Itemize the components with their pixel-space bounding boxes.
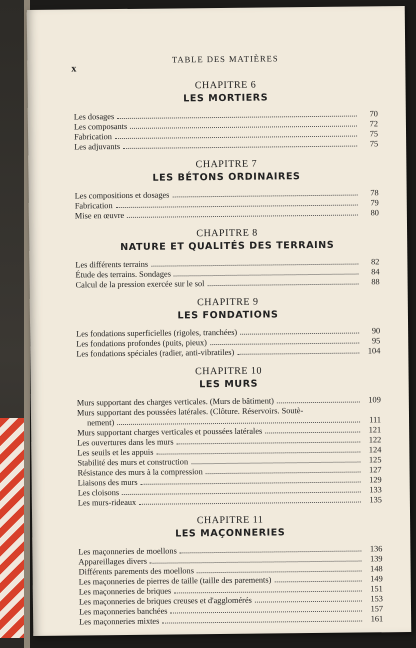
toc-entry-text: Différents parements des moellons — [78, 566, 194, 577]
toc-entry-page: 136 — [369, 544, 383, 554]
dot-leader — [117, 422, 360, 426]
chapter-entries — [75, 257, 379, 290]
toc-entry-page: 111 — [369, 415, 382, 425]
toc-entry-text: Les dosages — [73, 112, 115, 122]
toc-entry-page: 75 — [369, 139, 379, 149]
dot-leader — [156, 452, 360, 455]
chapter-entries — [78, 544, 383, 627]
toc-entry-page: 122 — [368, 435, 382, 445]
toc-entry-text: Calcul de la pression exercée sur le sol — [75, 279, 205, 290]
toc-entry-page: 161 — [370, 614, 384, 624]
toc-entry-page: 135 — [369, 495, 382, 505]
toc-entry-page: 88 — [371, 277, 380, 287]
toc-entry-page: 157 — [370, 604, 384, 614]
toc-entry-text: Fabrication — [74, 132, 112, 142]
dot-leader — [122, 492, 361, 496]
toc-entry-text: Les maçonneries de briques — [78, 586, 172, 597]
toc-entry — [76, 346, 380, 359]
toc-entry-page: 82 — [371, 257, 380, 267]
chapter-section — [75, 226, 380, 290]
chapter-entries — [76, 326, 380, 359]
dot-leader — [116, 205, 358, 209]
toc-entry-text: Étude des terrains. Sondages — [75, 269, 171, 280]
toc-entry — [78, 495, 382, 508]
dot-leader — [115, 136, 357, 140]
dot-leader — [206, 472, 361, 475]
chapter-title: LES BÉTONS ORDINAIRES — [152, 171, 301, 184]
chapter-title: LES MORTIERS — [183, 92, 269, 105]
book-cover-edge — [0, 0, 30, 648]
toc-entry-page: 133 — [369, 485, 382, 495]
toc-entry-text: Les maçonneries de pierres de taille (taille des parements) — [78, 575, 272, 587]
dot-leader — [180, 551, 362, 554]
toc-entry-page: 72 — [369, 119, 378, 129]
toc-entry-page: 70 — [369, 109, 378, 119]
toc-entry-text: Les maçonneries banchées — [78, 606, 168, 617]
dot-leader — [130, 126, 357, 129]
toc-entry-text: Mise en œuvre — [74, 210, 125, 221]
dot-leader — [151, 264, 358, 267]
toc-entry-text: Les fondations superficielles (rigoles, tranchées) — [76, 327, 238, 339]
toc-entry — [74, 139, 378, 152]
toc-entry-text: Les cloisons — [77, 488, 120, 498]
toc-entry — [75, 208, 379, 221]
chapter-title: NATURE ET QUALITÉS DES TERRAINS — [120, 239, 335, 254]
chapter-entries — [74, 109, 378, 152]
dot-leader — [240, 333, 359, 335]
toc-entry-text: Les maçonneries mixtes — [79, 616, 160, 627]
toc-entry-page: 139 — [369, 554, 383, 564]
dot-leader — [117, 116, 357, 120]
toc-entry-page: 121 — [368, 425, 382, 435]
chapter-number: CHAPITRE 11 — [196, 514, 264, 527]
toc-entry-text: Murs supportant charges verticales et poussées latérales — [77, 426, 263, 438]
toc-entry-text: Murs supportant des poussées latérales. (Clôture. Réservoirs. Soutè- — [76, 406, 304, 418]
toc-entry-text: Les murs-rideaux — [77, 497, 137, 508]
dot-leader — [174, 591, 362, 594]
toc-entry-text: Les différents terrains — [75, 259, 149, 270]
toc-entry-text: Les seuils et les appuis — [77, 447, 154, 458]
dot-leader — [210, 343, 359, 346]
dot-leader — [174, 274, 359, 277]
toc-entry-page: 75 — [369, 129, 379, 139]
toc-entry-page: 129 — [369, 475, 382, 485]
toc-entry-page: 90 — [371, 326, 381, 336]
toc-entry-page: 151 — [370, 584, 383, 594]
dot-leader — [265, 432, 360, 434]
chapter-section — [78, 513, 383, 627]
toc-entry-text: Murs supportant des charges verticales. (Murs de bâtiment) — [76, 396, 274, 408]
toc-entry-page: 78 — [370, 188, 379, 198]
dot-leader — [191, 462, 360, 465]
toc-entry-text: Les fondations profondes (puits, pieux) — [76, 338, 207, 349]
toc-entry-page: 79 — [370, 198, 379, 208]
chapter-title: LES FONDATIONS — [177, 309, 279, 322]
dot-leader — [177, 442, 361, 445]
dot-leader — [139, 502, 361, 505]
toc-entry-text: Résistance des murs à la compression — [77, 467, 203, 478]
dot-leader — [197, 571, 362, 574]
dot-leader — [172, 195, 357, 198]
toc-entry-page: 149 — [370, 574, 383, 584]
toc-entry-text: Les composants — [73, 121, 128, 132]
toc-entry-page: 84 — [371, 267, 380, 277]
running-title: TABLE DES MATIÈRES — [171, 53, 279, 65]
toc-entry — [79, 614, 383, 627]
chapter-number: CHAPITRE 9 — [197, 296, 259, 309]
chapter-title: LES MAÇONNERIES — [175, 527, 286, 540]
dot-leader — [237, 353, 359, 355]
toc-entry-text: Liaisons des murs — [77, 477, 138, 488]
chapter-section — [74, 157, 379, 221]
chapter-section — [76, 295, 381, 359]
toc-entry-page: 109 — [368, 395, 381, 405]
table-of-contents — [73, 70, 383, 627]
chapter-section — [73, 78, 378, 152]
toc-entry-page: 80 — [370, 208, 379, 218]
chapter-entries — [75, 188, 379, 221]
dot-leader — [162, 621, 362, 624]
chapter-number: CHAPITRE 6 — [194, 79, 257, 92]
toc-entry-page: 153 — [370, 594, 383, 604]
dot-leader — [277, 402, 360, 404]
dot-leader — [127, 215, 358, 218]
toc-entry — [76, 277, 380, 290]
book-page — [27, 6, 412, 636]
dot-leader — [150, 561, 362, 564]
toc-entry-page: 148 — [370, 564, 383, 574]
chapter-number: CHAPITRE 7 — [195, 158, 258, 171]
toc-entry-page: 95 — [371, 336, 381, 346]
dot-leader — [207, 284, 358, 287]
toc-entry-page: 127 — [369, 465, 382, 475]
toc-entry-text: Stabilité des murs et construction — [77, 457, 189, 468]
chapter-title: LES MURS — [199, 378, 259, 391]
toc-entry-text: Les fondations spéciales (radier, anti-vibratiles) — [76, 347, 235, 359]
page-header — [71, 52, 379, 75]
chapter-section — [76, 364, 381, 508]
toc-entry-text: Les maçonneries de briques creuses et d'agglomérés — [78, 595, 252, 607]
toc-entry-page: 104 — [367, 346, 381, 356]
chapter-number: CHAPITRE 10 — [195, 365, 263, 378]
toc-entry-text: nement) — [87, 418, 115, 428]
page-number: x — [71, 63, 77, 75]
chapter-entries — [77, 395, 382, 508]
chapter-number: CHAPITRE 8 — [196, 227, 258, 240]
toc-entry-text: Les maçonneries de moellons — [78, 546, 177, 557]
dot-leader — [274, 581, 361, 583]
toc-entry-text: Fabrication — [74, 201, 113, 211]
dot-leader — [171, 611, 363, 614]
toc-entry-text: Les adjuvants — [74, 142, 121, 152]
toc-entry-text: Les compositions et dosages — [74, 190, 170, 201]
toc-entry-text: Appareillages divers — [78, 556, 147, 567]
cover-pattern — [0, 418, 24, 638]
toc-entry-page: 124 — [368, 445, 382, 455]
dot-leader — [141, 482, 361, 485]
toc-entry-page: 125 — [368, 455, 382, 465]
dot-leader — [255, 601, 362, 603]
toc-entry-text: Les ouvertures dans les murs — [77, 437, 174, 448]
dot-leader — [123, 146, 357, 149]
